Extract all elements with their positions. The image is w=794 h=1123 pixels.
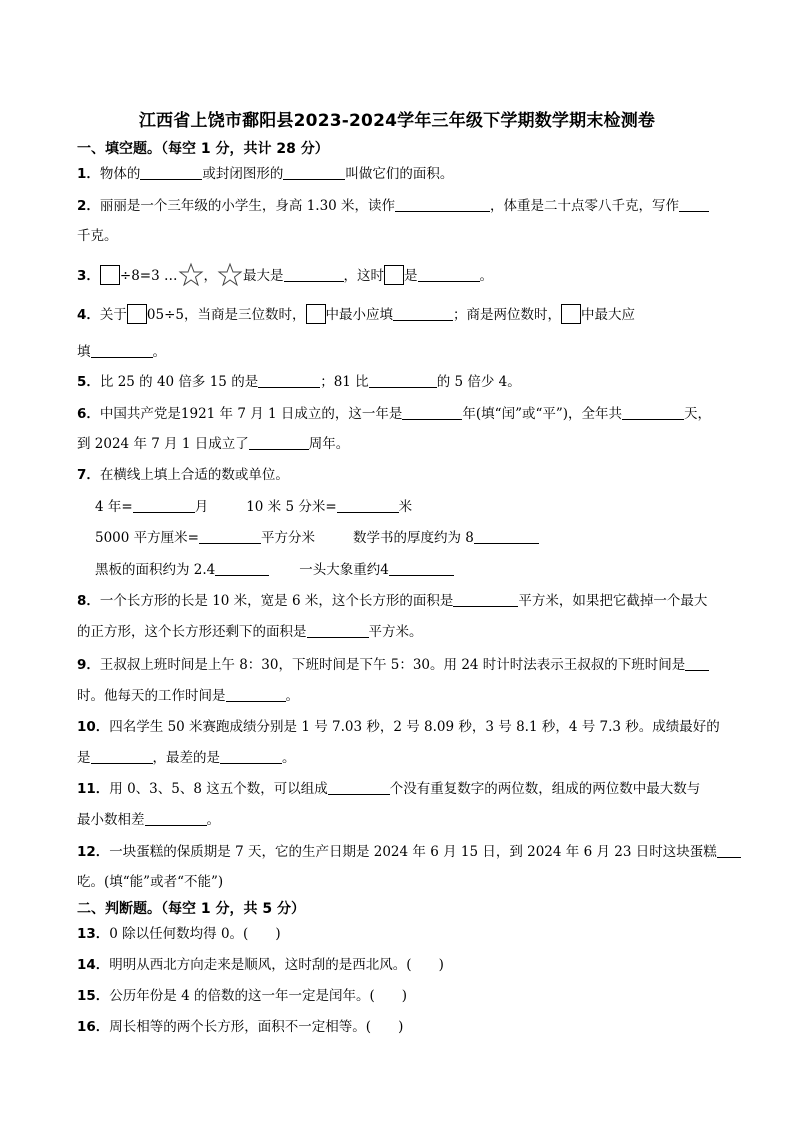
question-7-row-3: 黑板的面积约为 2.4 一头大象重约4: [95, 560, 454, 580]
answer-blank[interactable]: [220, 749, 282, 764]
box-blank[interactable]: [384, 265, 404, 285]
box-blank[interactable]: [306, 304, 326, 324]
star-icon: [217, 262, 243, 288]
answer-blank[interactable]: [622, 405, 684, 420]
question-5: 5．比 25 的 40 倍多 15 的是 ；81 比 的 5 倍少 4。: [77, 374, 521, 390]
question-8-cont: 的正方形，这个长方形还剩下的面积是 平方米。: [77, 624, 423, 640]
answer-blank[interactable]: [226, 687, 286, 702]
answer-blank[interactable]: [389, 561, 454, 576]
answer-blank[interactable]: [337, 498, 399, 513]
answer-blank[interactable]: [307, 623, 369, 638]
question-6: 6．中国共产党是1921 年 7 月 1 日成立的，这一年是 年(填“闰”或“平”)，全年共 天，: [77, 406, 712, 422]
page-title: 江西省上饶市鄱阳县2023-2024学年三年级下学期数学期末检测卷: [138, 111, 656, 131]
answer-blank[interactable]: [418, 267, 480, 282]
answer-blank[interactable]: [474, 529, 539, 544]
answer-blank[interactable]: [717, 843, 741, 858]
question-12: 12．一块蛋糕的保质期是 7 天，它的生产日期是 2024 年 6 月 15 日，到 2024 年 6 月 23 日时这块蛋糕: [77, 842, 741, 862]
question-16[interactable]: 16．周长相等的两个长方形，面积不一定相等。( ): [77, 1019, 404, 1035]
answer-blank[interactable]: [679, 197, 709, 212]
star-icon: [178, 262, 204, 288]
question-4: 4．关于 05÷5，当商是三位数时， 中最小应填 ；商是两位数时， 中最大应: [77, 304, 635, 325]
question-7-row-2: 5000 平方厘米= 平方分米 数学书的厚度约为 8: [95, 528, 539, 548]
question-9: 9．王叔叔上班时间是上午 8：30，下班时间是下午 5：30。用 24 时计时法表示王叔叔的下班时间是: [77, 655, 709, 675]
box-blank[interactable]: [127, 304, 147, 324]
question-15[interactable]: 15．公历年份是 4 的倍数的这一年一定是闰年。( ): [77, 988, 408, 1004]
question-10: 10．四名学生 50 米赛跑成绩分别是 1 号 7.03 秒，2 号 8.09 秒，3 号 8.1 秒，4 号 7.3 秒。成绩最好的: [77, 719, 720, 735]
answer-blank[interactable]: [453, 592, 518, 607]
answer-blank[interactable]: [91, 343, 153, 358]
question-14[interactable]: 14．明明从西北方向走来是顺风，这时刮的是西北风。( ): [77, 957, 444, 973]
answer-blank[interactable]: [328, 780, 390, 795]
question-7-row-1: 4 年= 月 10 米 5 分米= 米: [95, 499, 413, 515]
box-blank[interactable]: [561, 304, 581, 324]
answer-blank[interactable]: [284, 267, 344, 282]
answer-blank[interactable]: [402, 405, 462, 420]
section-true-false: 二、判断题。（每空 1 分，共 5 分）: [77, 901, 305, 917]
answer-blank[interactable]: [91, 749, 153, 764]
answer-blank[interactable]: [215, 561, 269, 576]
question-9-cont: 时。他每天的工作时间是 。: [77, 688, 299, 704]
answer-blank[interactable]: [283, 165, 345, 180]
question-8: 8．一个长方形的长是 10 米，宽是 6 米，这个长方形的面积是 平方米，如果把它截掉一个最大: [77, 593, 708, 609]
question-7: 7．在横线上填上合适的数或单位。: [77, 467, 289, 483]
answer-blank[interactable]: [393, 306, 453, 321]
question-13[interactable]: 13．0 除以任何数均得 0。( ): [77, 926, 281, 942]
answer-blank[interactable]: [685, 656, 709, 671]
question-10-cont: 是 ，最差的是 。: [77, 750, 296, 766]
answer-blank[interactable]: [369, 373, 437, 388]
answer-blank[interactable]: [140, 165, 202, 180]
question-12-cont: 吃。(填“能”或者“不能”): [77, 874, 224, 890]
question-2-cont: 千克。: [77, 228, 118, 244]
answer-blank[interactable]: [145, 811, 207, 826]
answer-blank[interactable]: [395, 197, 490, 212]
question-4-cont: 填 。: [77, 344, 166, 360]
question-2: 2．丽丽是一个三年级的小学生，身高 1.30 米，读作 ，体重是二十点零八千克，写作: [77, 196, 709, 216]
question-3: 3． ÷8=3 … ， 最大是 ，这时 是 。: [77, 262, 493, 288]
question-6-cont: 到 2024 年 7 月 1 日成立了 周年。: [77, 436, 350, 452]
question-11-cont: 最小数相差 。: [77, 812, 220, 828]
question-1: 1．物体的 或封闭图形的 叫做它们的面积。: [77, 166, 454, 182]
section-fill-in-blanks: 一、填空题。（每空 1 分，共计 28 分）: [77, 141, 329, 157]
answer-blank[interactable]: [249, 435, 309, 450]
question-11: 11．用 0、3、5、8 这五个数，可以组成 个没有重复数字的两位数，组成的两位数中最大数与: [77, 781, 701, 797]
answer-blank[interactable]: [258, 373, 320, 388]
answer-blank[interactable]: [133, 498, 195, 513]
answer-blank[interactable]: [199, 529, 261, 544]
box-blank[interactable]: [100, 265, 120, 285]
